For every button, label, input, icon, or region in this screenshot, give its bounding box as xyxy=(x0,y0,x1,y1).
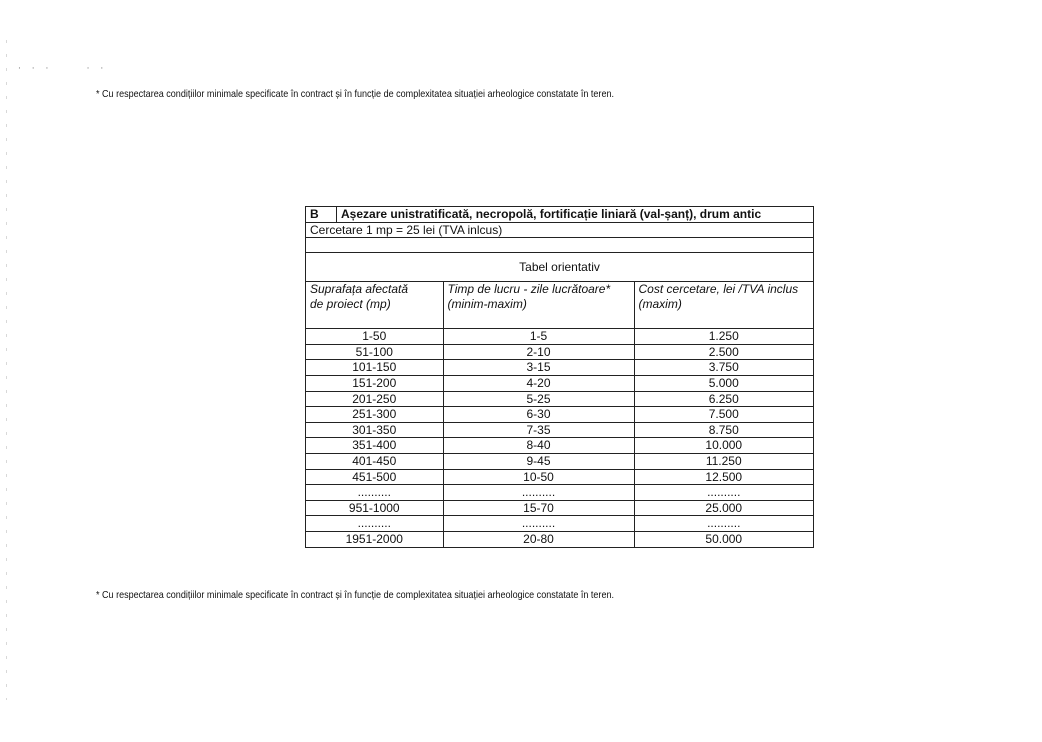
cell-cost: 25.000 xyxy=(634,500,813,516)
cell-surface: 951-1000 xyxy=(306,500,444,516)
cell-cost: 1.250 xyxy=(634,329,813,345)
cell-cost: 5.000 xyxy=(634,375,813,391)
scan-artifact-dots: · · · · · xyxy=(18,64,108,74)
category-title: Așezare unistratificată, necropolă, fortificație liniară (val-șanț), drum antic xyxy=(337,207,814,223)
col-header-cost: Cost cercetare, lei /TVA inclus (maxim) xyxy=(634,282,813,329)
table-row xyxy=(306,422,814,438)
cell-time: 4-20 xyxy=(443,375,634,391)
cell-cost: 3.750 xyxy=(634,360,813,376)
cell-cost: 50.000 xyxy=(634,531,813,547)
table-row xyxy=(306,344,814,360)
column-header-row xyxy=(306,282,814,329)
table-row xyxy=(306,500,814,516)
cell-surface: 101-150 xyxy=(306,360,444,376)
cell-surface: 451-500 xyxy=(306,469,444,485)
table-row xyxy=(306,360,814,376)
scan-edge-artifact xyxy=(6,40,7,700)
cell-time: 2-10 xyxy=(443,344,634,360)
table-row xyxy=(306,407,814,423)
price-line: Cercetare 1 mp = 25 lei (TVA inlcus) xyxy=(306,222,814,238)
cell-surface: 401-450 xyxy=(306,453,444,469)
table-row xyxy=(306,485,814,501)
cell-surface: 301-350 xyxy=(306,422,444,438)
cell-surface: 1-50 xyxy=(306,329,444,345)
cell-cost: .......... xyxy=(634,516,813,532)
cell-time: 5-25 xyxy=(443,391,634,407)
footnote-top: * Cu respectarea condițiilor minimale specificate în contract și în funcție de complexitatea situației arheologice constatate în teren. xyxy=(96,88,615,100)
cell-cost: 11.250 xyxy=(634,453,813,469)
category-code: B xyxy=(306,207,337,223)
table-row xyxy=(306,531,814,547)
cell-cost: 7.500 xyxy=(634,407,813,423)
table-subtitle: Tabel orientativ xyxy=(306,253,814,282)
cell-time: .......... xyxy=(443,516,634,532)
cell-surface: .......... xyxy=(306,516,444,532)
cell-cost: 2.500 xyxy=(634,344,813,360)
table-row xyxy=(306,438,814,454)
cell-time: 15-70 xyxy=(443,500,634,516)
cell-time: .......... xyxy=(443,485,634,501)
cell-time: 3-15 xyxy=(443,360,634,376)
cell-surface: 1951-2000 xyxy=(306,531,444,547)
price-row xyxy=(306,222,814,238)
spacer-row xyxy=(306,238,814,253)
cell-surface: 351-400 xyxy=(306,438,444,454)
col-header-surface: Suprafața afectată de proiect (mp) xyxy=(306,282,444,329)
cell-cost: 6.250 xyxy=(634,391,813,407)
cell-time: 6-30 xyxy=(443,407,634,423)
cell-surface: .......... xyxy=(306,485,444,501)
table-row xyxy=(306,453,814,469)
pricing-table xyxy=(305,206,814,548)
table-row xyxy=(306,469,814,485)
subtitle-row xyxy=(306,253,814,282)
cell-time: 10-50 xyxy=(443,469,634,485)
table-body xyxy=(306,329,814,547)
footnote-bottom: * Cu respectarea condițiilor minimale specificate în contract și în funcție de complexitatea situației arheologice constatate în teren. xyxy=(96,589,615,601)
table-row xyxy=(306,375,814,391)
cell-surface: 201-250 xyxy=(306,391,444,407)
table-row xyxy=(306,391,814,407)
cell-cost: 10.000 xyxy=(634,438,813,454)
cell-cost: 8.750 xyxy=(634,422,813,438)
cell-cost: 12.500 xyxy=(634,469,813,485)
cell-cost: .......... xyxy=(634,485,813,501)
cell-surface: 151-200 xyxy=(306,375,444,391)
table-row xyxy=(306,516,814,532)
cell-surface: 251-300 xyxy=(306,407,444,423)
table-header-row xyxy=(306,207,814,223)
cell-time: 1-5 xyxy=(443,329,634,345)
cell-time: 8-40 xyxy=(443,438,634,454)
cell-time: 20-80 xyxy=(443,531,634,547)
col-header-time: Timp de lucru - zile lucrătoare* (minim-maxim) xyxy=(443,282,634,329)
cell-surface: 51-100 xyxy=(306,344,444,360)
table-row xyxy=(306,329,814,345)
cell-time: 7-35 xyxy=(443,422,634,438)
cell-time: 9-45 xyxy=(443,453,634,469)
